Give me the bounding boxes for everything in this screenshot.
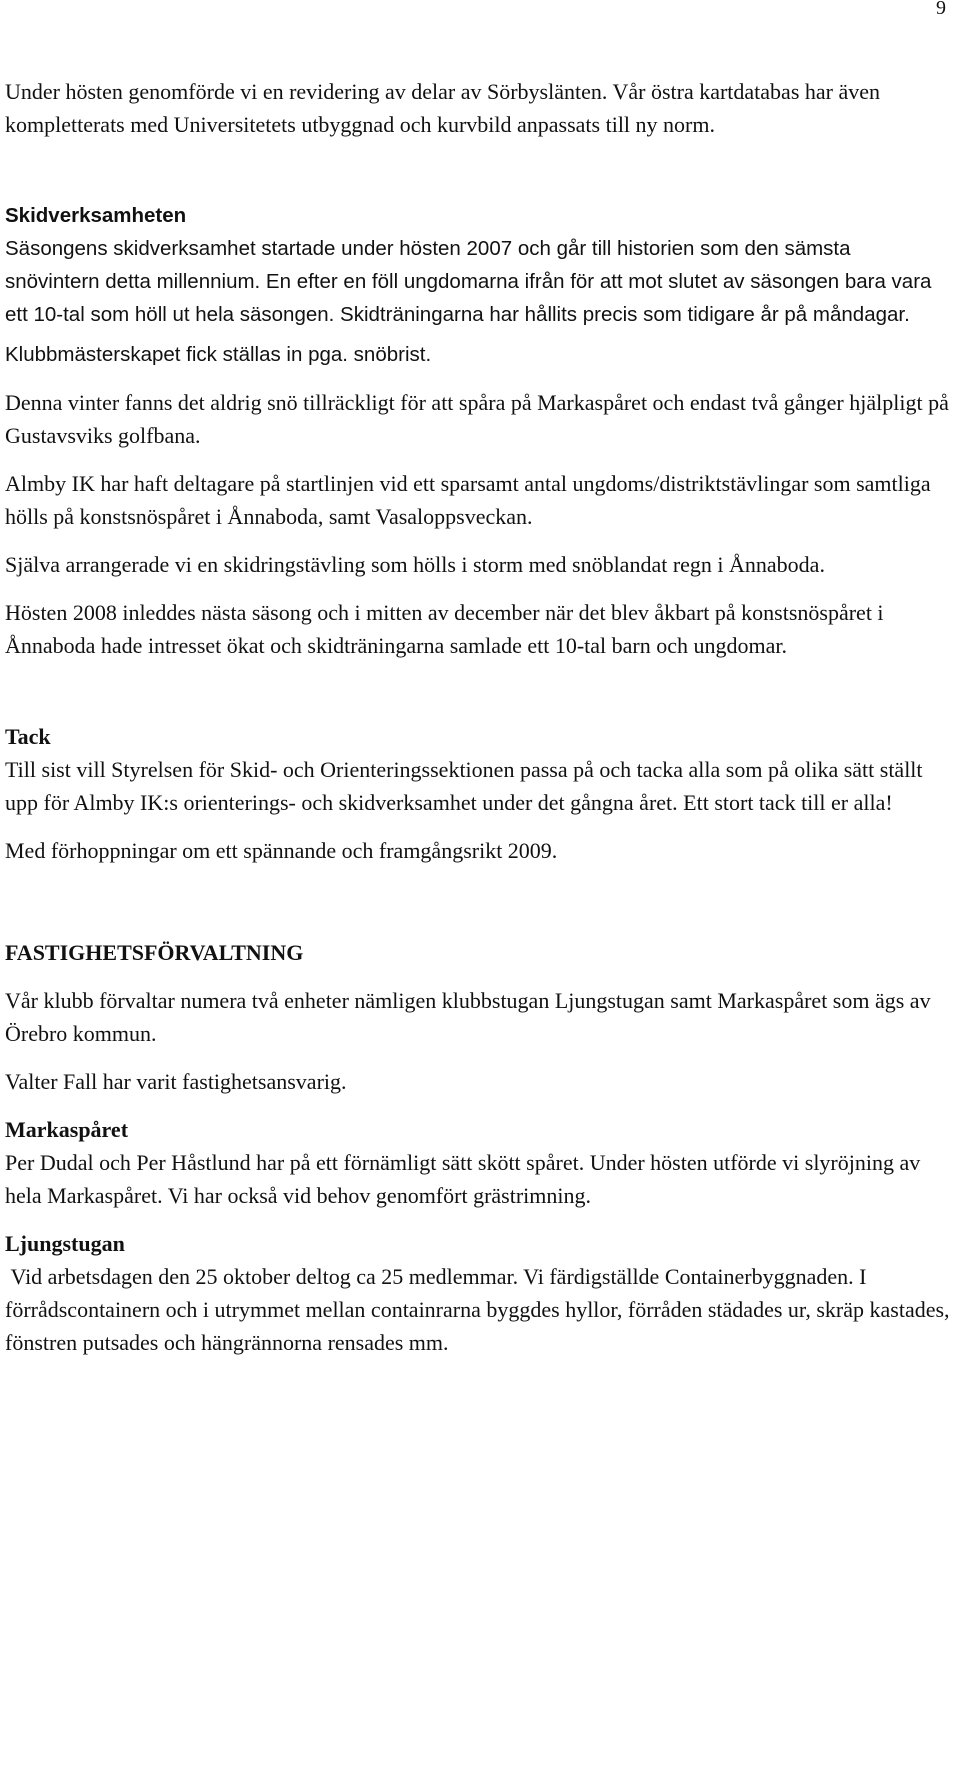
thanks-paragraph: Till sist vill Styrelsen för Skid- och Orienteringssektionen passa på och tacka alla som på olika sätt ställt upp för Almby IK:s orienterings- och skidverksamhet under det gångna året. Ett stort tack till er alla! [5,757,929,815]
markaspar-paragraph: Per Dudal och Per Håstlund har på ett förnämligt sätt skött spåret. Under hösten utförde vi slyröjning av hela Markaspåret. Vi har också vid behov genomfört grästrimning. [5,1150,926,1208]
thanks-heading: Tack [5,724,51,749]
ski-heading: Skidverksamheten [5,204,187,227]
almby-paragraph: Almby IK har haft deltagare på startlinjen vid ett sparsamt antal ungdoms/distriktstävlingar som samtliga hölls på konstsnöspåret i Ånnaboda, samt Vasaloppsveckan. [5,471,937,529]
document-body [5,75,956,1359]
intro-paragraph: Under hösten genomförde vi en revidering av delar av Sörbyslänten. Vår östra kartdatabas har även kompletterats med Universitetets utbyggnad och kurvbild anpassats till ny norm. [5,79,886,137]
page-number: 9 [936,0,946,19]
ljungstugan-paragraph: Vid arbetsdagen den 25 oktober deltog ca 25 medlemmar. Vi färdigställde Containerbyggnaden. I förrådscontainern och i utrymmet mellan containrarna byggdes hyllor, förråden städades ur, skräp kastades, fönstren putsades och hängrännorna rensades mm. [5,1264,956,1355]
autumn-2008-paragraph: Hösten 2008 inleddes nästa säsong och i mitten av december när det blev åkbart på konstsnöspåret i Ånnaboda hade intresset ökat och skidträningarna samlade ett 10-tal barn och ungdomar. [5,600,890,658]
hopes-paragraph: Med förhoppningar om ett spännande och framgångsrikt 2009. [5,838,558,863]
property-manager-paragraph: Valter Fall har varit fastighetsansvarig. [5,1069,347,1094]
self-arranged-paragraph: Själva arrangerade vi en skidringstävling som hölls i storm med snöblandat regn i Ånnaboda. [5,552,825,577]
property-paragraph: Vår klubb förvaltar numera två enheter nämligen klubbstugan Ljungstugan samt Markaspåret som ägs av Örebro kommun. [5,988,937,1046]
ski-body-paragraph: Säsongens skidverksamhet startade under hösten 2007 och går till historien som den sämsta snövintern detta millennium. En efter en föll ungdomarna ifrån för att mot slutet av säsongen bara vara ett 10-tal som höll ut hela säsongen. Skidträningarna har hållits precis som tidigare år på måndagar. [5,237,938,326]
ljungstugan-heading: Ljungstugan [5,1231,125,1256]
club-championship-paragraph: Klubbmästerskapet fick ställas in pga. snöbrist. [5,343,432,366]
winter-paragraph: Denna vinter fanns det aldrig snö tillräckligt för att spåra på Markaspåret och endast två gånger hjälpligt på Gustavsviks golfbana. [5,390,955,448]
markaspar-heading: Markaspåret [5,1117,129,1142]
property-heading: FASTIGHETSFÖRVALTNING [5,940,304,965]
